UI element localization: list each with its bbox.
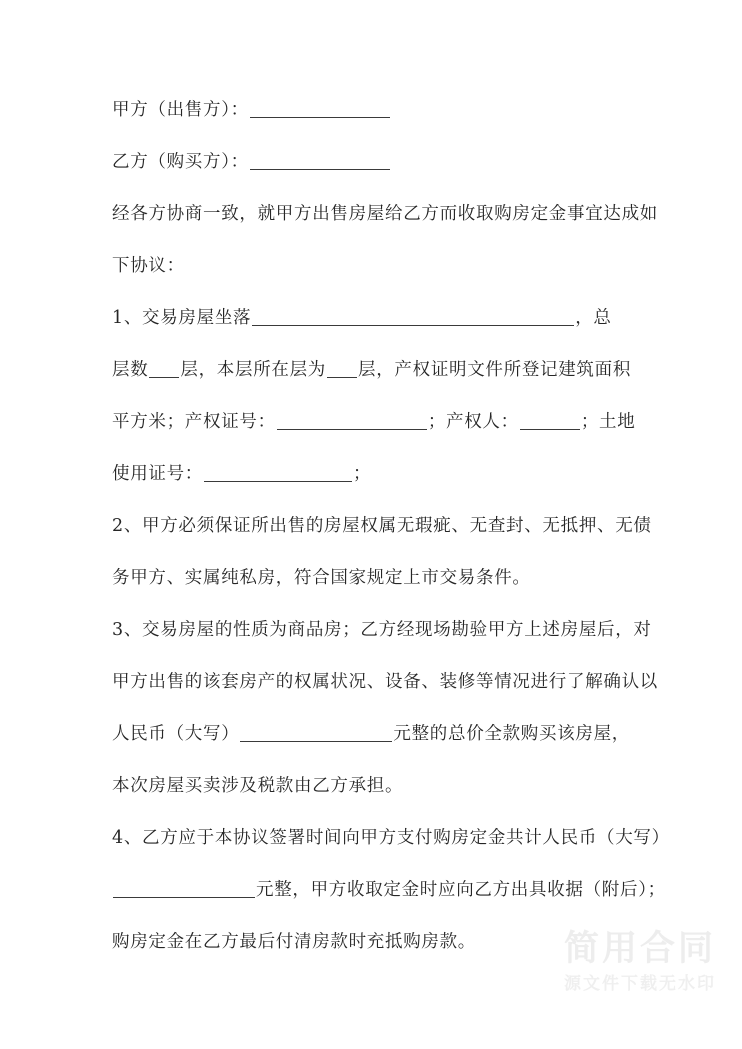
property-address-blank[interactable]	[252, 308, 574, 326]
property-cert-number-blank[interactable]	[277, 412, 427, 430]
current-floor-label: 层，本层所在层为	[180, 360, 327, 380]
seller-label: 甲方（出售方）：	[112, 100, 249, 120]
owner-label: ；产权人：	[427, 412, 519, 432]
total-floors-label: 层数	[112, 360, 149, 380]
clause-4-line-1: 4、乙方应于本协议签署时间向甲方支付购房定金共计人民币（大写）	[112, 828, 670, 848]
seller-party-line	[112, 84, 632, 136]
watermark-tagline: 源文件下载无水印	[563, 974, 716, 994]
clause-2-line-2: 务甲方、实属纯私房，符合国家规定上市交易条件。	[112, 568, 531, 588]
preamble-line-1: 经各方协商一致，就甲方出售房屋给乙方而收取购房定金事宜达成如	[112, 204, 658, 224]
buyer-party-line	[112, 136, 632, 188]
clause-1-text-d: ；土地	[580, 412, 636, 432]
deposit-amount-blank[interactable]	[113, 880, 255, 898]
clause-1-line-2	[112, 344, 632, 396]
land-use-cert-blank[interactable]	[204, 464, 352, 482]
buyer-blank[interactable]	[250, 152, 390, 170]
clause-1-text-a: 1、交易房屋坐落	[112, 308, 252, 328]
owner-name-blank[interactable]	[520, 412, 580, 430]
clause-1-text-b: ，总	[575, 308, 612, 328]
clause-3-line-4: 本次房屋买卖涉及税款由乙方承担。	[112, 776, 404, 796]
clause-3-text-b: 元整的总价全款购买该房屋，	[393, 724, 631, 744]
watermark-brand: 简用合同	[563, 929, 716, 969]
clause-3-line-2: 甲方出售的该套房产的权属状况、设备、装修等情况进行了解确认以	[112, 672, 658, 692]
clause-4-line-2	[112, 864, 666, 916]
clause-1-text-c: 层，产权证明文件所登记建筑面积	[358, 360, 632, 380]
clause-4-text-b: 元整，甲方收取定金时应向乙方出具收据（附后）；	[256, 880, 666, 900]
clause-4-line-3: 购房定金在乙方最后付清房款时充抵购房款。	[112, 932, 476, 952]
land-use-cert-label: 使用证号：	[112, 464, 203, 484]
total-price-blank[interactable]	[240, 724, 392, 742]
clause-3-line-3	[112, 708, 632, 760]
clause-1-line-4	[112, 448, 632, 500]
total-floors-blank[interactable]	[149, 360, 179, 378]
current-floor-blank[interactable]	[327, 360, 357, 378]
area-unit-and-cert-label: 平方米；产权证号：	[112, 412, 276, 432]
clause-1-line-1	[112, 292, 632, 344]
clause-2-line-1: 2、甲方必须保证所出售的房屋权属无瑕疵、无查封、无抵押、无债	[112, 516, 652, 536]
total-price-label: 人民币（大写）	[112, 724, 240, 744]
preamble-line-2: 下协议：	[112, 256, 185, 276]
clause-1-text-e: ；	[353, 464, 372, 484]
seller-blank[interactable]	[250, 100, 390, 118]
clause-1-line-3	[112, 396, 636, 448]
clause-3-line-1: 3、交易房屋的性质为商品房；乙方经现场勘验甲方上述房屋后，对	[112, 620, 652, 640]
buyer-label: 乙方（购买方）：	[112, 152, 249, 172]
